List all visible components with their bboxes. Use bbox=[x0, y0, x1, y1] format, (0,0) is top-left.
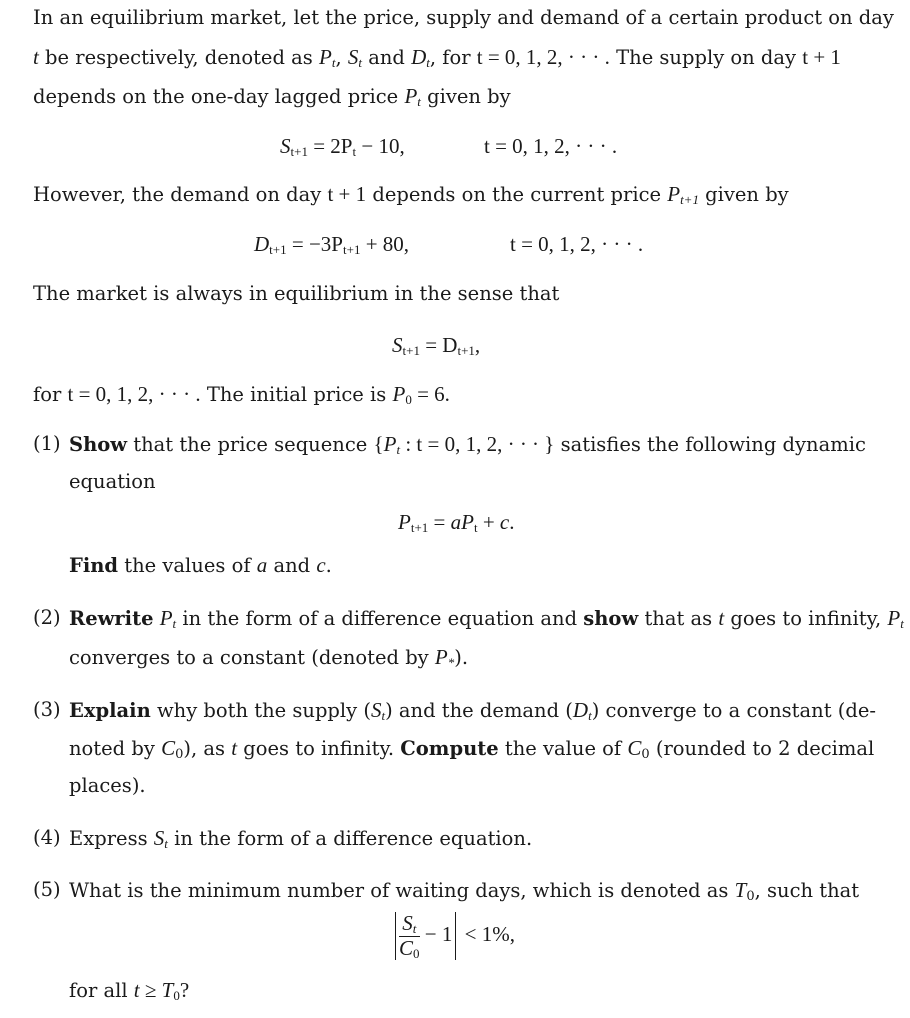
question-1-line-2: equation bbox=[69, 470, 156, 493]
intro-line-1: In an equilibrium market, let the price, supply and demand of a certain product on day bbox=[33, 6, 894, 29]
dynamic-equation: $P_{t+1} = aP_t + c$. bbox=[398, 510, 515, 535]
question-1-number: (1) bbox=[33, 432, 61, 455]
question-3-line-1: Explain why both the supply $(S_t)$ and the demand $(D_t)$ converge to a constant (de- bbox=[69, 698, 876, 723]
supply-range: t = 0, 1, 2, · · · . bbox=[484, 134, 618, 158]
demand-equation: $D_{t+1} = -3P_{t+1} + 80$, bbox=[254, 232, 410, 257]
intro-line-5: The market is always in equilibrium in the sense that bbox=[33, 282, 560, 305]
question-2-line-1: Rewrite $P_t$ in the form of a difference equation and show that as t goes to infinity, $P_t$ bbox=[69, 606, 904, 631]
demand-range: t = 0, 1, 2, · · · . bbox=[510, 232, 644, 256]
question-5-number: (5) bbox=[33, 878, 61, 901]
question-2-line-2: converges to a constant (denoted by $P_*$). bbox=[69, 645, 469, 670]
supply-equation: $S_{t+1} = 2P_t - 10$, bbox=[280, 134, 405, 159]
question-1-line-3: Find the values of a and c. bbox=[69, 553, 332, 577]
question-2-number: (2) bbox=[33, 606, 61, 629]
intro-line-2: t be respectively, denoted as $P_t$, $S_t$ and $D_t$, for t = 0, 1, 2, · · · . The supply on day t + 1 bbox=[33, 45, 841, 70]
question-3-line-3: places). bbox=[69, 774, 146, 797]
question-5-line-1: What is the minimum number of waiting days, which is denoted as $T_0$, such that bbox=[69, 878, 860, 904]
question-1-line-1: Show that the price sequence {$P_t$ : t = 0, 1, 2, · · · } satisfies the following dynamic bbox=[69, 432, 866, 457]
equilibrium-equation: $S_{t+1} = D_{t+1}$, bbox=[392, 333, 481, 358]
question-4-number: (4) bbox=[33, 826, 61, 849]
question-3-line-2: noted by $C_0$), as t goes to infinity. Compute the value of $C_0$ (rounded to 2 decimal bbox=[69, 736, 875, 762]
question-5-line-2: for all $t \ge T_0$? bbox=[69, 978, 190, 1003]
intro-line-3: depends on the one-day lagged price $P_t$ given by bbox=[33, 84, 511, 109]
convergence-inequality: $\frac{S_t}{C_0}$ − 1 < 1%, bbox=[392, 912, 515, 960]
question-3-number: (3) bbox=[33, 698, 61, 721]
question-4-line-1: Express $S_t$ in the form of a difference equation. bbox=[69, 826, 533, 851]
intro-line-4: However, the demand on day t + 1 depends on the current price $P_{t+1}$ given by bbox=[33, 182, 789, 207]
intro-line-6: for t = 0, 1, 2, · · · . The initial price is $P_0 = 6$. bbox=[33, 382, 450, 407]
